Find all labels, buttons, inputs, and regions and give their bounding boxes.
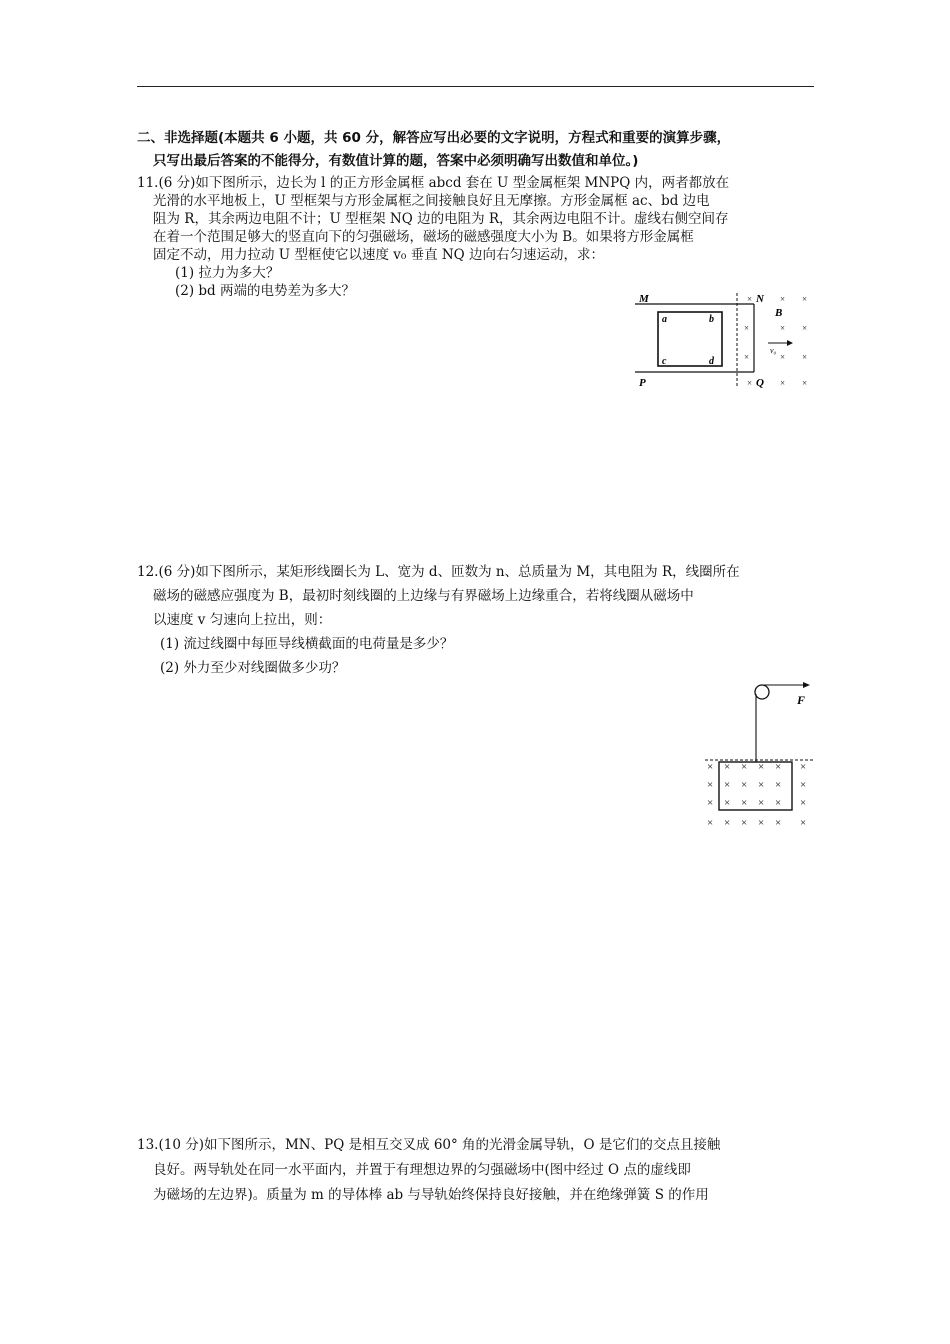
q11-field-cross: × — [802, 323, 808, 333]
header-rule — [137, 86, 814, 87]
q12-field-cross: × — [775, 779, 782, 791]
label-P: P — [639, 377, 646, 389]
q12-line-3: 以速度 v 匀速向上拉出，则： — [153, 612, 332, 628]
q12-field-cross: × — [741, 817, 748, 829]
q12-field-cross: × — [741, 761, 748, 773]
q11-line-3: 阻为 R，其余两边电阻不计；U 型框架 NQ 边的电阻为 R，其余两边电阻不计。虚线右侧空间存 — [153, 211, 729, 227]
q12-field-cross: × — [741, 797, 748, 809]
q11-line-2: 光滑的水平地板上，U 型框架与方形金属框之间接触良好且无摩擦。方形金属框 ac、bd 边电 — [153, 193, 710, 209]
q12-line-1: 12.(6 分)如下图所示，某矩形线圈长为 L、宽为 d、匝数为 n、总质量为 M，其电阻为 R，线圈所在 — [137, 564, 740, 580]
q12-field-cross: × — [800, 761, 807, 773]
q11-field-cross: × — [802, 294, 808, 304]
q12-field-cross: × — [724, 779, 731, 791]
label-v0: v₀ — [770, 346, 777, 355]
q12-field-cross: × — [758, 761, 765, 773]
q11-line-1: 11.(6 分)如下图所示，边长为 l 的正方形金属框 abcd 套在 U 型金属框架 MNPQ 内，两者都放在 — [137, 175, 730, 191]
q11-figure — [630, 285, 820, 395]
q11-field-cross: × — [780, 378, 786, 388]
q11-field-cross: × — [780, 352, 786, 362]
q12-subquestion-2: (2) 外力至少对线圈做多少功？ — [160, 660, 346, 676]
q12-field-cross: × — [724, 761, 731, 773]
q11-subquestion-2: (2) bd 两端的电势差为多大？ — [175, 283, 355, 299]
q12-field-cross: × — [775, 817, 782, 829]
q11-field-cross: × — [802, 378, 808, 388]
q12-line-2: 磁场的磁感应强度为 B，最初时刻线圈的上边缘与有界磁场上边缘重合，若将线圈从磁场中 — [153, 588, 694, 604]
q12-field-cross: × — [707, 761, 714, 773]
q12-field-cross: × — [775, 761, 782, 773]
q12-field-cross: × — [707, 797, 714, 809]
q11-field-cross: × — [747, 294, 753, 304]
label-d: d — [709, 356, 714, 367]
q11-field-cross: × — [747, 378, 753, 388]
label-a: a — [662, 314, 667, 325]
q12-field-cross: × — [758, 797, 765, 809]
label-Q: Q — [756, 377, 764, 389]
q12-field-cross: × — [775, 797, 782, 809]
q12-field-cross: × — [724, 817, 731, 829]
q13-line-2: 良好。两导轨处在同一水平面内，并置于有理想边界的匀强磁场中(图中经过 O 点的虚线即 — [153, 1162, 691, 1178]
q13-line-3: 为磁场的左边界)。质量为 m 的导体棒 ab 与导轨始终保持良好接触，并在绝缘弹簧 S 的作用 — [153, 1187, 709, 1203]
q11-line-5: 固定不动，用力拉动 U 型框使它以速度 v₀ 垂直 NQ 边向右匀速运动，求： — [153, 247, 605, 263]
q11-field-cross: × — [744, 323, 750, 333]
q12-figure — [700, 680, 820, 830]
label-B: B — [775, 307, 783, 319]
section-heading-line-2: 只写出最后答案的不能得分，有数值计算的题，答案中必须明确写出数值和单位。) — [153, 153, 639, 169]
q12-subquestion-1: (1) 流过线圈中每匝导线横截面的电荷量是多少？ — [160, 636, 454, 652]
q12-field-cross: × — [758, 817, 765, 829]
label-c: c — [662, 356, 667, 367]
q12-field-cross: × — [724, 797, 731, 809]
label-N: N — [756, 293, 764, 305]
q12-field-cross: × — [800, 817, 807, 829]
q12-field-cross: × — [707, 817, 714, 829]
q13-line-1: 13.(10 分)如下图所示，MN、PQ 是相互交叉成 60° 角的光滑金属导轨，O 是它们的交点且接触 — [137, 1137, 721, 1153]
q11-subquestion-1: (1) 拉力为多大？ — [175, 265, 280, 281]
q12-field-cross: × — [800, 779, 807, 791]
q11-field-cross: × — [780, 323, 786, 333]
label-M: M — [639, 293, 649, 305]
q12-field-cross: × — [707, 779, 714, 791]
q12-field-cross: × — [741, 779, 748, 791]
q11-line-4: 在着一个范围足够大的竖直向下的匀强磁场，磁场的磁感强度大小为 B。如果将方形金属框 — [153, 229, 694, 245]
q12-field-cross: × — [758, 779, 765, 791]
q12-field-cross: × — [800, 797, 807, 809]
q11-field-cross: × — [802, 352, 808, 362]
label-F: F — [797, 693, 806, 707]
label-b: b — [709, 314, 714, 325]
q11-field-cross: × — [780, 294, 786, 304]
section-heading-line-1: 二、非选择题(本题共 6 小题，共 60 分，解答应写出必要的文字说明，方程式和重要的演算步骤， — [137, 130, 731, 146]
q11-field-cross: × — [744, 352, 750, 362]
